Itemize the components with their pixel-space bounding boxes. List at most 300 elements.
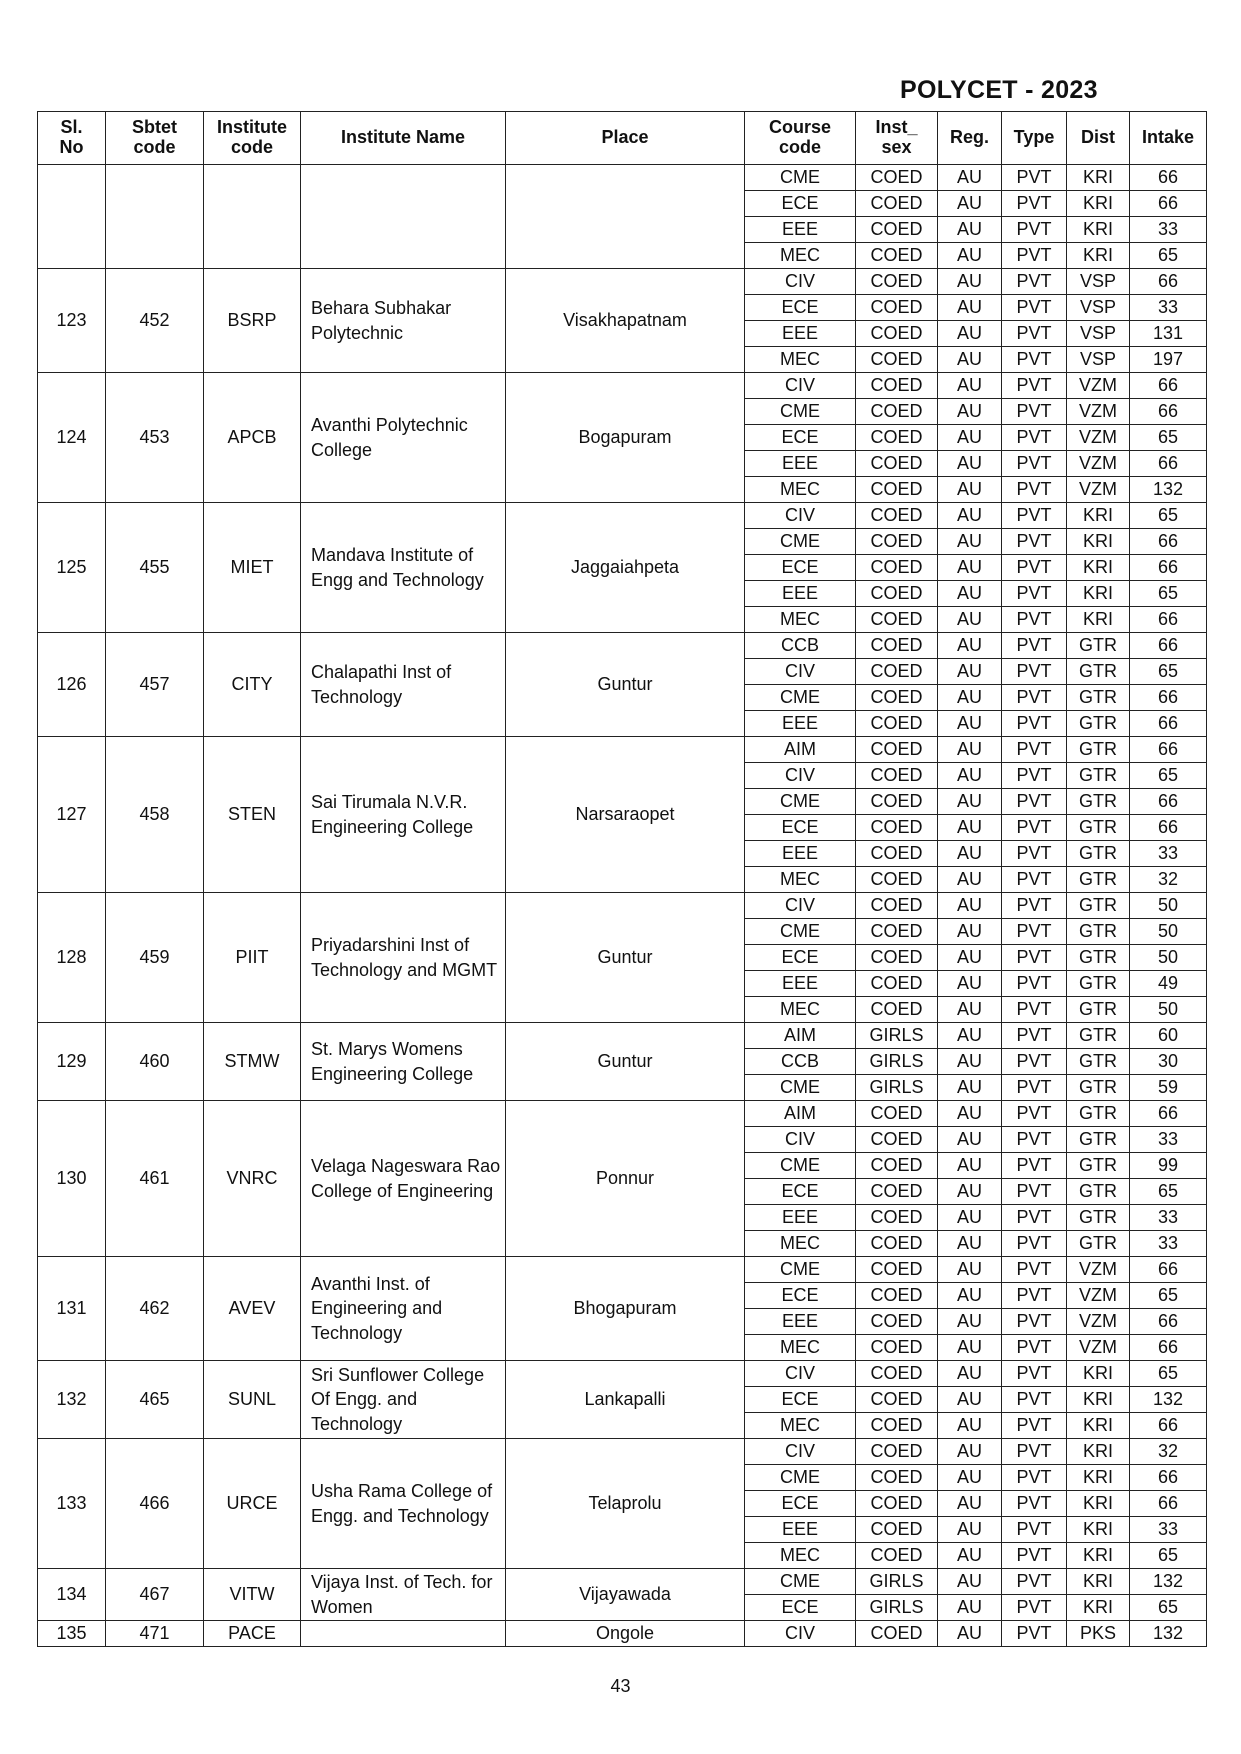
type-cell: PVT [1002, 1153, 1067, 1179]
intake-cell: 50 [1130, 919, 1207, 945]
place-cell: Bhogapuram [506, 1257, 745, 1361]
intake-cell: 33 [1130, 295, 1207, 321]
district-cell: GTR [1067, 893, 1130, 919]
sl-no-cell: 125 [38, 503, 106, 633]
intake-cell: 65 [1130, 1543, 1207, 1569]
type-cell: PVT [1002, 1439, 1067, 1465]
region-cell: AU [938, 347, 1002, 373]
type-cell: PVT [1002, 321, 1067, 347]
inst-sex-cell: COED [856, 919, 938, 945]
institute-code-cell: STEN [204, 737, 301, 893]
intake-cell: 65 [1130, 425, 1207, 451]
course-code-cell: MEC [745, 1543, 856, 1569]
course-code-cell: ECE [745, 815, 856, 841]
sbtet-code-cell: 465 [106, 1361, 204, 1439]
inst-sex-cell: COED [856, 659, 938, 685]
region-cell: AU [938, 815, 1002, 841]
district-cell: GTR [1067, 919, 1130, 945]
course-code-cell: CME [745, 789, 856, 815]
institute-name-cell: Usha Rama College of Engg. and Technology [301, 1439, 506, 1569]
region-cell: AU [938, 1595, 1002, 1621]
inst-sex-cell: COED [856, 1439, 938, 1465]
sbtet-code-cell: 452 [106, 269, 204, 373]
inst-sex-cell: COED [856, 217, 938, 243]
sbtet-code-cell: 459 [106, 893, 204, 1023]
region-cell: AU [938, 1335, 1002, 1361]
region-cell: AU [938, 841, 1002, 867]
course-code-cell: CME [745, 1569, 856, 1595]
inst-sex-cell: COED [856, 581, 938, 607]
intake-cell: 65 [1130, 1283, 1207, 1309]
intake-cell: 66 [1130, 373, 1207, 399]
type-cell: PVT [1002, 789, 1067, 815]
course-code-cell: CIV [745, 1361, 856, 1387]
district-cell: GTR [1067, 789, 1130, 815]
course-code-cell: EEE [745, 971, 856, 997]
place-cell: Lankapalli [506, 1361, 745, 1439]
inst-sex-cell: COED [856, 945, 938, 971]
table-row [38, 893, 1207, 919]
inst-sex-cell: COED [856, 607, 938, 633]
inst-sex-cell: GIRLS [856, 1595, 938, 1621]
district-cell: VSP [1067, 321, 1130, 347]
table-row [38, 1621, 1207, 1647]
institute-name-cell: Chalapathi Inst of Technology [301, 633, 506, 737]
institute-code-cell: APCB [204, 373, 301, 503]
course-code-cell: ECE [745, 555, 856, 581]
institute-code-cell: VITW [204, 1569, 301, 1621]
course-code-cell: ECE [745, 1491, 856, 1517]
inst-sex-cell: GIRLS [856, 1023, 938, 1049]
district-cell: VZM [1067, 373, 1130, 399]
district-cell: VZM [1067, 1309, 1130, 1335]
type-cell: PVT [1002, 295, 1067, 321]
district-cell: GTR [1067, 841, 1130, 867]
course-code-cell: CME [745, 919, 856, 945]
col-header-course-code [745, 112, 856, 165]
intake-cell: 132 [1130, 1387, 1207, 1413]
intake-cell: 66 [1130, 1413, 1207, 1439]
region-cell: AU [938, 893, 1002, 919]
region-cell: AU [938, 1361, 1002, 1387]
institute-code-cell: PIIT [204, 893, 301, 1023]
inst-sex-cell: COED [856, 1231, 938, 1257]
intake-cell: 32 [1130, 867, 1207, 893]
header-label: Type [1013, 127, 1055, 148]
type-cell: PVT [1002, 555, 1067, 581]
sl-no-cell [38, 165, 106, 269]
district-cell: GTR [1067, 997, 1130, 1023]
institute-code-cell: MIET [204, 503, 301, 633]
type-cell: PVT [1002, 1465, 1067, 1491]
type-cell: PVT [1002, 815, 1067, 841]
intake-cell: 66 [1130, 685, 1207, 711]
sl-no-cell: 129 [38, 1023, 106, 1101]
district-cell: KRI [1067, 191, 1130, 217]
page-number: 43 [610, 1676, 631, 1696]
institute-name-cell: Vijaya Inst. of Tech. for Women [301, 1569, 506, 1621]
type-cell: PVT [1002, 1595, 1067, 1621]
region-cell: AU [938, 1179, 1002, 1205]
place-cell: Telaprolu [506, 1439, 745, 1569]
institute-code-cell: SUNL [204, 1361, 301, 1439]
course-code-cell: EEE [745, 1517, 856, 1543]
district-cell: KRI [1067, 165, 1130, 191]
institute-name-cell: Velaga Nageswara Rao College of Engineering [301, 1101, 506, 1257]
region-cell: AU [938, 919, 1002, 945]
header-row [38, 112, 1207, 165]
institute-code-cell: VNRC [204, 1101, 301, 1257]
institute-name-cell: Avanthi Polytechnic College [301, 373, 506, 503]
type-cell: PVT [1002, 1075, 1067, 1101]
intake-cell: 132 [1130, 1621, 1207, 1647]
district-cell: KRI [1067, 581, 1130, 607]
type-cell: PVT [1002, 919, 1067, 945]
course-code-cell: ECE [745, 1387, 856, 1413]
inst-sex-cell: COED [856, 867, 938, 893]
institute-name-cell: Sai Tirumala N.V.R. Engineering College [301, 737, 506, 893]
type-cell: PVT [1002, 1491, 1067, 1517]
type-cell: PVT [1002, 1543, 1067, 1569]
intake-cell: 50 [1130, 997, 1207, 1023]
inst-sex-cell: COED [856, 347, 938, 373]
type-cell: PVT [1002, 945, 1067, 971]
institute-name-cell: Priyadarshini Inst of Technology and MGMT [301, 893, 506, 1023]
region-cell: AU [938, 1569, 1002, 1595]
district-cell: GTR [1067, 1127, 1130, 1153]
course-code-cell: ECE [745, 295, 856, 321]
intake-cell: 33 [1130, 1231, 1207, 1257]
district-cell: GTR [1067, 867, 1130, 893]
region-cell: AU [938, 1283, 1002, 1309]
inst-sex-cell: COED [856, 243, 938, 269]
region-cell: AU [938, 269, 1002, 295]
region-cell: AU [938, 1153, 1002, 1179]
region-cell: AU [938, 243, 1002, 269]
type-cell: PVT [1002, 1517, 1067, 1543]
course-code-cell: EEE [745, 321, 856, 347]
course-code-cell: CIV [745, 1439, 856, 1465]
course-code-cell: MEC [745, 1335, 856, 1361]
intake-cell: 66 [1130, 1257, 1207, 1283]
course-code-cell: ECE [745, 945, 856, 971]
header-label: Course code [768, 117, 831, 157]
course-code-cell: MEC [745, 477, 856, 503]
district-cell: VZM [1067, 399, 1130, 425]
col-header-inst-sex [856, 112, 938, 165]
inst-sex-cell: COED [856, 321, 938, 347]
col-header-place [506, 112, 745, 165]
intake-cell: 99 [1130, 1153, 1207, 1179]
place-cell [506, 165, 745, 269]
inst-sex-cell: COED [856, 503, 938, 529]
inst-sex-cell: COED [856, 295, 938, 321]
intake-cell: 65 [1130, 659, 1207, 685]
intake-cell: 33 [1130, 841, 1207, 867]
sbtet-code-cell: 453 [106, 373, 204, 503]
institute-code-cell [204, 165, 301, 269]
intake-cell: 66 [1130, 607, 1207, 633]
col-header-reg [938, 112, 1002, 165]
type-cell: PVT [1002, 373, 1067, 399]
table-row [38, 269, 1207, 295]
inst-sex-cell: GIRLS [856, 1049, 938, 1075]
type-cell: PVT [1002, 425, 1067, 451]
type-cell: PVT [1002, 607, 1067, 633]
type-cell: PVT [1002, 1049, 1067, 1075]
district-cell: KRI [1067, 1491, 1130, 1517]
course-code-cell: CIV [745, 1127, 856, 1153]
region-cell: AU [938, 1049, 1002, 1075]
region-cell: AU [938, 399, 1002, 425]
type-cell: PVT [1002, 269, 1067, 295]
region-cell: AU [938, 425, 1002, 451]
intake-cell: 66 [1130, 529, 1207, 555]
inst-sex-cell: COED [856, 451, 938, 477]
course-code-cell: EEE [745, 1309, 856, 1335]
region-cell: AU [938, 1309, 1002, 1335]
course-code-cell: CME [745, 1257, 856, 1283]
course-code-cell: CIV [745, 503, 856, 529]
region-cell: AU [938, 217, 1002, 243]
type-cell: PVT [1002, 763, 1067, 789]
inst-sex-cell: COED [856, 1465, 938, 1491]
sbtet-code-cell: 460 [106, 1023, 204, 1101]
intake-cell: 65 [1130, 581, 1207, 607]
course-code-cell: CIV [745, 659, 856, 685]
region-cell: AU [938, 789, 1002, 815]
table-row [38, 1439, 1207, 1465]
header-label: Institute code [217, 117, 287, 157]
type-cell: PVT [1002, 971, 1067, 997]
type-cell: PVT [1002, 1569, 1067, 1595]
district-cell: VZM [1067, 451, 1130, 477]
intake-cell: 33 [1130, 1517, 1207, 1543]
district-cell: GTR [1067, 971, 1130, 997]
district-cell: GTR [1067, 633, 1130, 659]
header-label: Reg. [949, 127, 989, 148]
inst-sex-cell: COED [856, 1517, 938, 1543]
col-header-institute-name [301, 112, 506, 165]
type-cell: PVT [1002, 451, 1067, 477]
course-code-cell: EEE [745, 217, 856, 243]
sbtet-code-cell: 462 [106, 1257, 204, 1361]
inst-sex-cell: COED [856, 1335, 938, 1361]
inst-sex-cell: COED [856, 893, 938, 919]
table-row [38, 1023, 1207, 1049]
intake-cell: 66 [1130, 789, 1207, 815]
course-code-cell: MEC [745, 867, 856, 893]
institute-code-cell: CITY [204, 633, 301, 737]
course-code-cell: MEC [745, 1413, 856, 1439]
inst-sex-cell: COED [856, 711, 938, 737]
sbtet-code-cell: 461 [106, 1101, 204, 1257]
place-cell: Guntur [506, 1023, 745, 1101]
sl-no-cell: 130 [38, 1101, 106, 1257]
intake-cell: 32 [1130, 1439, 1207, 1465]
region-cell: AU [938, 1205, 1002, 1231]
course-code-cell: ECE [745, 1283, 856, 1309]
header-label: Intake [1141, 127, 1195, 148]
region-cell: AU [938, 295, 1002, 321]
inst-sex-cell: COED [856, 165, 938, 191]
type-cell: PVT [1002, 711, 1067, 737]
sbtet-code-cell: 458 [106, 737, 204, 893]
sbtet-code-cell [106, 165, 204, 269]
header-label: Dist [1080, 127, 1115, 148]
intake-cell: 65 [1130, 1595, 1207, 1621]
inst-sex-cell: COED [856, 555, 938, 581]
institute-name-cell: St. Marys Womens Engineering College [301, 1023, 506, 1101]
place-cell: Bogapuram [506, 373, 745, 503]
region-cell: AU [938, 1075, 1002, 1101]
course-code-cell: MEC [745, 997, 856, 1023]
intake-cell: 66 [1130, 451, 1207, 477]
type-cell: PVT [1002, 685, 1067, 711]
course-code-cell: EEE [745, 841, 856, 867]
intake-cell: 59 [1130, 1075, 1207, 1101]
course-code-cell: ECE [745, 1179, 856, 1205]
region-cell: AU [938, 503, 1002, 529]
intake-cell: 66 [1130, 555, 1207, 581]
inst-sex-cell: COED [856, 1491, 938, 1517]
inst-sex-cell: COED [856, 1101, 938, 1127]
region-cell: AU [938, 1621, 1002, 1647]
inst-sex-cell: COED [856, 815, 938, 841]
table-body [38, 165, 1207, 1647]
intake-cell: 132 [1130, 477, 1207, 503]
course-code-cell: AIM [745, 737, 856, 763]
district-cell: GTR [1067, 1023, 1130, 1049]
course-code-cell: ECE [745, 191, 856, 217]
type-cell: PVT [1002, 1231, 1067, 1257]
institute-name-cell: Sri Sunflower College Of Engg. and Technology [301, 1361, 506, 1439]
course-code-cell: MEC [745, 243, 856, 269]
type-cell: PVT [1002, 737, 1067, 763]
intake-cell: 33 [1130, 1205, 1207, 1231]
district-cell: VSP [1067, 347, 1130, 373]
table-row [38, 737, 1207, 763]
intake-cell: 66 [1130, 269, 1207, 295]
document-title: POLYCET - 2023 [900, 76, 1098, 104]
institute-code-cell: PACE [204, 1621, 301, 1647]
district-cell: KRI [1067, 1569, 1130, 1595]
intake-cell: 33 [1130, 1127, 1207, 1153]
region-cell: AU [938, 867, 1002, 893]
region-cell: AU [938, 997, 1002, 1023]
inst-sex-cell: COED [856, 1283, 938, 1309]
type-cell: PVT [1002, 1335, 1067, 1361]
type-cell: PVT [1002, 529, 1067, 555]
course-code-cell: CME [745, 1465, 856, 1491]
intake-cell: 66 [1130, 737, 1207, 763]
district-cell: GTR [1067, 815, 1130, 841]
region-cell: AU [938, 1465, 1002, 1491]
institute-course-table [37, 111, 1207, 1647]
sbtet-code-cell: 466 [106, 1439, 204, 1569]
type-cell: PVT [1002, 1309, 1067, 1335]
course-code-cell: CME [745, 1153, 856, 1179]
type-cell: PVT [1002, 399, 1067, 425]
type-cell: PVT [1002, 1283, 1067, 1309]
intake-cell: 66 [1130, 1465, 1207, 1491]
region-cell: AU [938, 1491, 1002, 1517]
intake-cell: 131 [1130, 321, 1207, 347]
inst-sex-cell: COED [856, 373, 938, 399]
inst-sex-cell: COED [856, 763, 938, 789]
inst-sex-cell: COED [856, 1413, 938, 1439]
region-cell: AU [938, 659, 1002, 685]
district-cell: GTR [1067, 1049, 1130, 1075]
institute-name-cell [301, 1621, 506, 1647]
district-cell: KRI [1067, 503, 1130, 529]
intake-cell: 66 [1130, 1491, 1207, 1517]
table-row [38, 1101, 1207, 1127]
type-cell: PVT [1002, 1257, 1067, 1283]
course-code-cell: AIM [745, 1101, 856, 1127]
col-header-institute-code [204, 112, 301, 165]
sl-no-cell: 131 [38, 1257, 106, 1361]
col-header-intake [1130, 112, 1207, 165]
sl-no-cell: 133 [38, 1439, 106, 1569]
region-cell: AU [938, 1101, 1002, 1127]
region-cell: AU [938, 711, 1002, 737]
region-cell: AU [938, 607, 1002, 633]
region-cell: AU [938, 1023, 1002, 1049]
inst-sex-cell: COED [856, 997, 938, 1023]
institute-name-cell: Mandava Institute of Engg and Technology [301, 503, 506, 633]
sl-no-cell: 134 [38, 1569, 106, 1621]
course-code-cell: MEC [745, 1231, 856, 1257]
district-cell: GTR [1067, 711, 1130, 737]
type-cell: PVT [1002, 1127, 1067, 1153]
table-row [38, 373, 1207, 399]
district-cell: GTR [1067, 763, 1130, 789]
district-cell: VSP [1067, 269, 1130, 295]
intake-cell: 60 [1130, 1023, 1207, 1049]
inst-sex-cell: COED [856, 477, 938, 503]
place-cell: Jaggaiahpeta [506, 503, 745, 633]
intake-cell: 65 [1130, 1179, 1207, 1205]
intake-cell: 66 [1130, 1101, 1207, 1127]
district-cell: VZM [1067, 1283, 1130, 1309]
inst-sex-cell: GIRLS [856, 1569, 938, 1595]
course-code-cell: CME [745, 165, 856, 191]
type-cell: PVT [1002, 1023, 1067, 1049]
intake-cell: 30 [1130, 1049, 1207, 1075]
table-row [38, 1361, 1207, 1387]
header-label: Inst_ sex [875, 117, 918, 157]
region-cell: AU [938, 1517, 1002, 1543]
inst-sex-cell: COED [856, 529, 938, 555]
type-cell: PVT [1002, 1621, 1067, 1647]
type-cell: PVT [1002, 477, 1067, 503]
inst-sex-cell: GIRLS [856, 1075, 938, 1101]
district-cell: GTR [1067, 1231, 1130, 1257]
table-row [38, 165, 1207, 191]
district-cell: KRI [1067, 607, 1130, 633]
type-cell: PVT [1002, 347, 1067, 373]
type-cell: PVT [1002, 1179, 1067, 1205]
intake-cell: 66 [1130, 711, 1207, 737]
institute-name-cell: Avanthi Inst. of Engineering and Technology [301, 1257, 506, 1361]
inst-sex-cell: COED [856, 1387, 938, 1413]
institute-code-cell: STMW [204, 1023, 301, 1101]
sl-no-cell: 124 [38, 373, 106, 503]
inst-sex-cell: COED [856, 971, 938, 997]
region-cell: AU [938, 191, 1002, 217]
type-cell: PVT [1002, 191, 1067, 217]
